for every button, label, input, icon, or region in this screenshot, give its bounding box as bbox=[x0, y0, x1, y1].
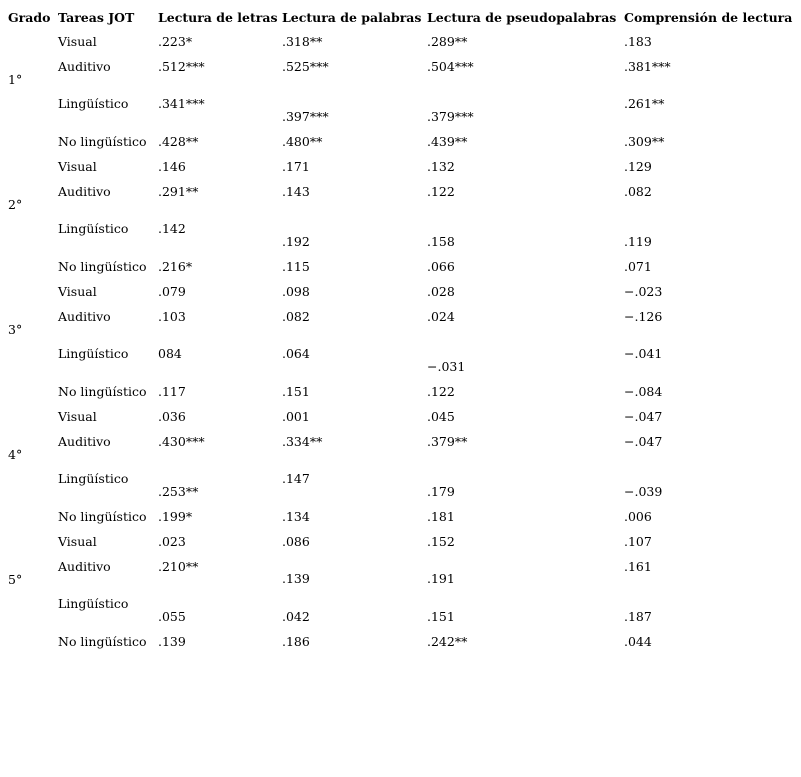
value-cell: −.039 bbox=[624, 484, 663, 499]
task-label: Lingüístico bbox=[58, 346, 129, 361]
value-cell: .341*** bbox=[158, 96, 205, 111]
value-cell: .223* bbox=[158, 34, 193, 49]
value-cell: .024 bbox=[427, 309, 455, 324]
task-label: No lingüístico bbox=[58, 259, 147, 274]
value-cell: .253** bbox=[158, 484, 199, 499]
value-cell: .289** bbox=[427, 34, 468, 49]
value-cell: −.084 bbox=[624, 384, 663, 399]
value-cell: .129 bbox=[624, 159, 652, 174]
task-label: Auditivo bbox=[58, 559, 111, 574]
value-cell: .139 bbox=[282, 571, 310, 586]
value-cell: .183 bbox=[624, 34, 652, 49]
value-cell: .023 bbox=[158, 534, 186, 549]
header-cell: Lectura de letras bbox=[158, 10, 278, 25]
value-cell: .199* bbox=[158, 509, 193, 524]
value-cell: .191 bbox=[427, 571, 455, 586]
value-cell: .151 bbox=[427, 609, 455, 624]
value-cell: .428** bbox=[158, 134, 199, 149]
task-label: Visual bbox=[58, 409, 97, 424]
value-cell: .181 bbox=[427, 509, 455, 524]
value-cell: .179 bbox=[427, 484, 455, 499]
header-cell: Lectura de pseudopalabras bbox=[427, 10, 617, 25]
value-cell: .142 bbox=[158, 221, 186, 236]
task-label: Auditivo bbox=[58, 184, 111, 199]
value-cell: .079 bbox=[158, 284, 186, 299]
value-cell: .044 bbox=[624, 634, 652, 649]
value-cell: .115 bbox=[282, 259, 310, 274]
task-label: Auditivo bbox=[58, 59, 111, 74]
value-cell: .379*** bbox=[427, 109, 474, 124]
value-cell: .066 bbox=[427, 259, 455, 274]
value-cell: .309** bbox=[624, 134, 665, 149]
header-cell: Lectura de palabras bbox=[282, 10, 422, 25]
value-cell: .381*** bbox=[624, 59, 671, 74]
value-cell: −.041 bbox=[624, 346, 663, 361]
value-cell: .161 bbox=[624, 559, 652, 574]
grade-label: 2° bbox=[8, 197, 23, 212]
value-cell: .036 bbox=[158, 409, 186, 424]
value-cell: .134 bbox=[282, 509, 310, 524]
value-cell: .042 bbox=[282, 609, 310, 624]
value-cell: .143 bbox=[282, 184, 310, 199]
grade-label: 5° bbox=[8, 572, 23, 587]
value-cell: .082 bbox=[282, 309, 310, 324]
task-label: No lingüístico bbox=[58, 634, 147, 649]
value-cell: −.031 bbox=[427, 359, 466, 374]
task-label: No lingüístico bbox=[58, 134, 147, 149]
task-label: Lingüístico bbox=[58, 596, 129, 611]
value-cell: −.047 bbox=[624, 409, 663, 424]
task-label: Lingüístico bbox=[58, 471, 129, 486]
value-cell: .132 bbox=[427, 159, 455, 174]
value-cell: .158 bbox=[427, 234, 455, 249]
value-cell: .525*** bbox=[282, 59, 329, 74]
value-cell: .171 bbox=[282, 159, 310, 174]
header-cell: Tareas JOT bbox=[58, 10, 135, 25]
value-cell: −.047 bbox=[624, 434, 663, 449]
value-cell: .480** bbox=[282, 134, 323, 149]
value-cell: .216* bbox=[158, 259, 193, 274]
value-cell: .504*** bbox=[427, 59, 474, 74]
value-cell: .146 bbox=[158, 159, 186, 174]
value-cell: .001 bbox=[282, 409, 310, 424]
value-cell: .055 bbox=[158, 609, 186, 624]
value-cell: .318** bbox=[282, 34, 323, 49]
value-cell: .192 bbox=[282, 234, 310, 249]
grade-label: 1° bbox=[8, 72, 23, 87]
value-cell: .512*** bbox=[158, 59, 205, 74]
value-cell: .006 bbox=[624, 509, 652, 524]
value-cell: .098 bbox=[282, 284, 310, 299]
value-cell: .151 bbox=[282, 384, 310, 399]
value-cell: .082 bbox=[624, 184, 652, 199]
header-cell: Comprensión de lectura bbox=[624, 10, 793, 25]
value-cell: .152 bbox=[427, 534, 455, 549]
header-cell: Grado bbox=[8, 10, 51, 25]
grade-label: 3° bbox=[8, 322, 23, 337]
value-cell: .117 bbox=[158, 384, 186, 399]
value-cell: .147 bbox=[282, 471, 310, 486]
grade-label: 4° bbox=[8, 447, 23, 462]
value-cell: .261** bbox=[624, 96, 665, 111]
task-label: Visual bbox=[58, 534, 97, 549]
value-cell: .064 bbox=[282, 346, 310, 361]
value-cell: .242** bbox=[427, 634, 468, 649]
value-cell: .210** bbox=[158, 559, 199, 574]
value-cell: −.126 bbox=[624, 309, 663, 324]
value-cell: .119 bbox=[624, 234, 652, 249]
value-cell: .122 bbox=[427, 184, 455, 199]
value-cell: .103 bbox=[158, 309, 186, 324]
value-cell: .430*** bbox=[158, 434, 205, 449]
value-cell: .028 bbox=[427, 284, 455, 299]
task-label: No lingüístico bbox=[58, 509, 147, 524]
value-cell: −.023 bbox=[624, 284, 663, 299]
value-cell: .071 bbox=[624, 259, 652, 274]
task-label: Auditivo bbox=[58, 309, 111, 324]
value-cell: .107 bbox=[624, 534, 652, 549]
value-cell: .291** bbox=[158, 184, 199, 199]
value-cell: .045 bbox=[427, 409, 455, 424]
value-cell: .379** bbox=[427, 434, 468, 449]
task-label: Visual bbox=[58, 159, 97, 174]
task-label: Lingüístico bbox=[58, 221, 129, 236]
task-label: Visual bbox=[58, 34, 97, 49]
value-cell: .186 bbox=[282, 634, 310, 649]
value-cell: .334** bbox=[282, 434, 323, 449]
value-cell: .439** bbox=[427, 134, 468, 149]
value-cell: .139 bbox=[158, 634, 186, 649]
value-cell: 084 bbox=[158, 346, 182, 361]
task-label: Auditivo bbox=[58, 434, 111, 449]
task-label: Lingüístico bbox=[58, 96, 129, 111]
value-cell: .397*** bbox=[282, 109, 329, 124]
task-label: Visual bbox=[58, 284, 97, 299]
value-cell: .086 bbox=[282, 534, 310, 549]
task-label: No lingüístico bbox=[58, 384, 147, 399]
value-cell: .122 bbox=[427, 384, 455, 399]
value-cell: .187 bbox=[624, 609, 652, 624]
